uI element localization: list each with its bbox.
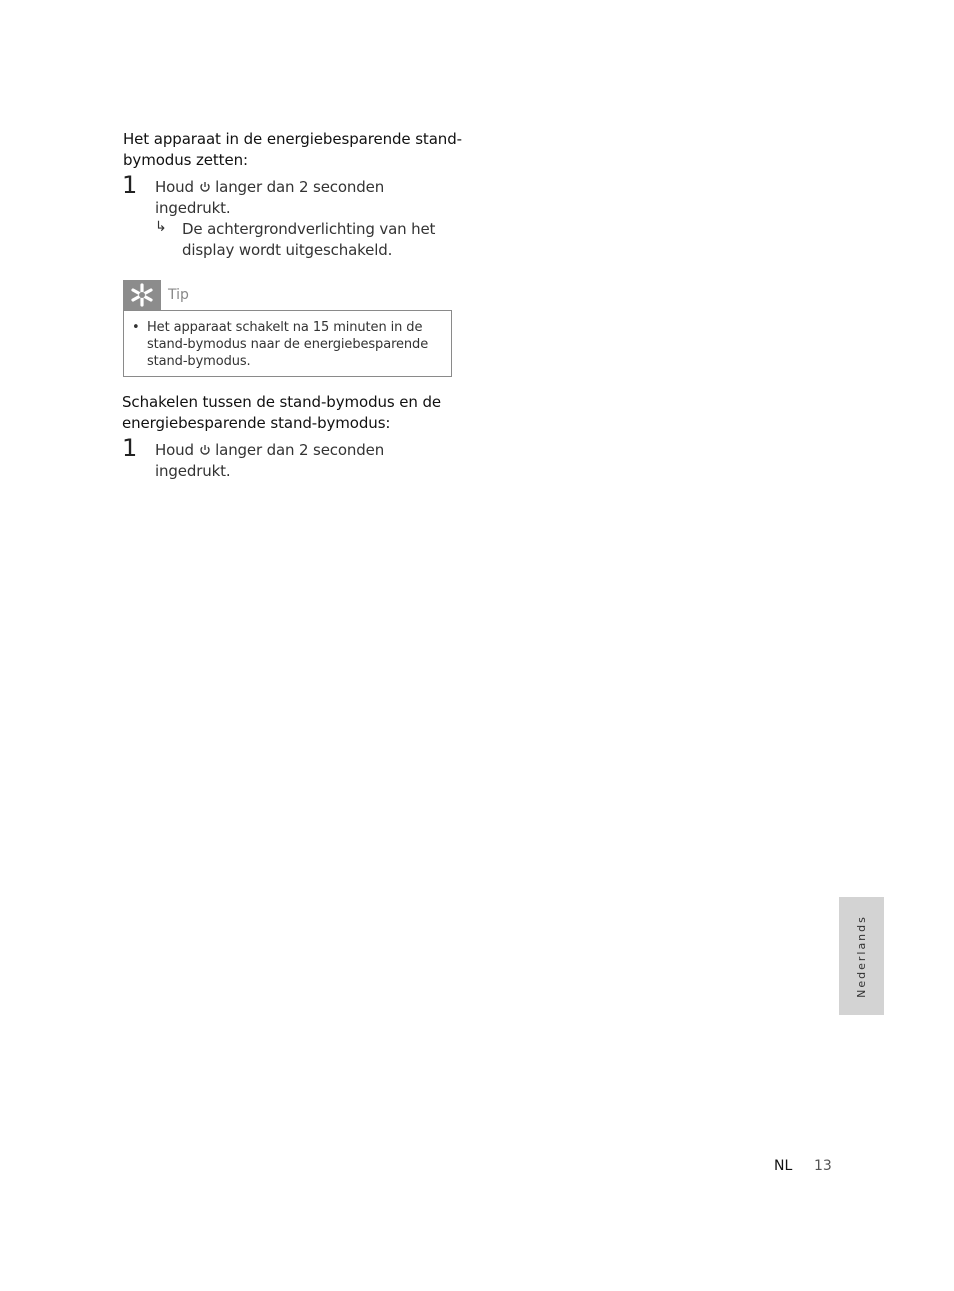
tip-icon-box xyxy=(123,280,161,310)
section1-step xyxy=(155,177,384,219)
tip-line2: stand-bymodus naar de energiebesparende xyxy=(147,337,429,352)
side-tab-label: Nederlands xyxy=(855,914,869,998)
section1-step-line1 xyxy=(155,177,384,198)
section1-heading xyxy=(123,129,462,171)
tip-bullet: • xyxy=(132,320,140,335)
section1-result-line1: De achtergrondverlichting van het xyxy=(182,220,436,238)
section2-step-line1-before: Houd xyxy=(155,441,194,459)
tip-box xyxy=(123,310,452,377)
footer-language: NL xyxy=(774,1158,793,1174)
section2-heading xyxy=(122,392,441,434)
tip-label: Tip xyxy=(168,287,189,303)
arrow-icon: ↳ xyxy=(155,219,167,235)
section2-step-line1-after: langer dan 2 seconden xyxy=(215,441,385,459)
section1-step-number: 1 xyxy=(122,171,138,199)
section2-step-number: 1 xyxy=(122,434,138,462)
section1-step-line1-before: Houd xyxy=(155,178,194,196)
tip-line1: Het apparaat schakelt na 15 minuten in de xyxy=(147,320,423,335)
power-icon xyxy=(199,181,211,193)
power-icon xyxy=(199,444,211,456)
page-number: 13 xyxy=(814,1158,832,1174)
section2-heading-line2: energiebesparende stand-bymodus: xyxy=(122,414,391,432)
section1-step-line2: ingedrukt. xyxy=(155,199,231,217)
section1-heading-line1: Het apparaat in de energiebesparende stand- xyxy=(123,130,462,148)
section2-step xyxy=(155,440,384,482)
tip-text xyxy=(147,319,447,370)
side-language-tab xyxy=(839,897,884,1015)
section2-step-line1 xyxy=(155,440,384,461)
asterisk-icon xyxy=(127,282,157,308)
section2-heading-line1: Schakelen tussen de stand-bymodus en de xyxy=(122,393,442,411)
section1-result-line2: display wordt uitgeschakeld. xyxy=(182,241,393,259)
tip-line3: stand-bymodus. xyxy=(147,354,251,369)
section1-result xyxy=(182,219,435,261)
section1-step-line1-after: langer dan 2 seconden xyxy=(215,178,385,196)
section1-heading-line2: bymodus zetten: xyxy=(123,151,248,169)
section2-step-line2: ingedrukt. xyxy=(155,462,231,480)
